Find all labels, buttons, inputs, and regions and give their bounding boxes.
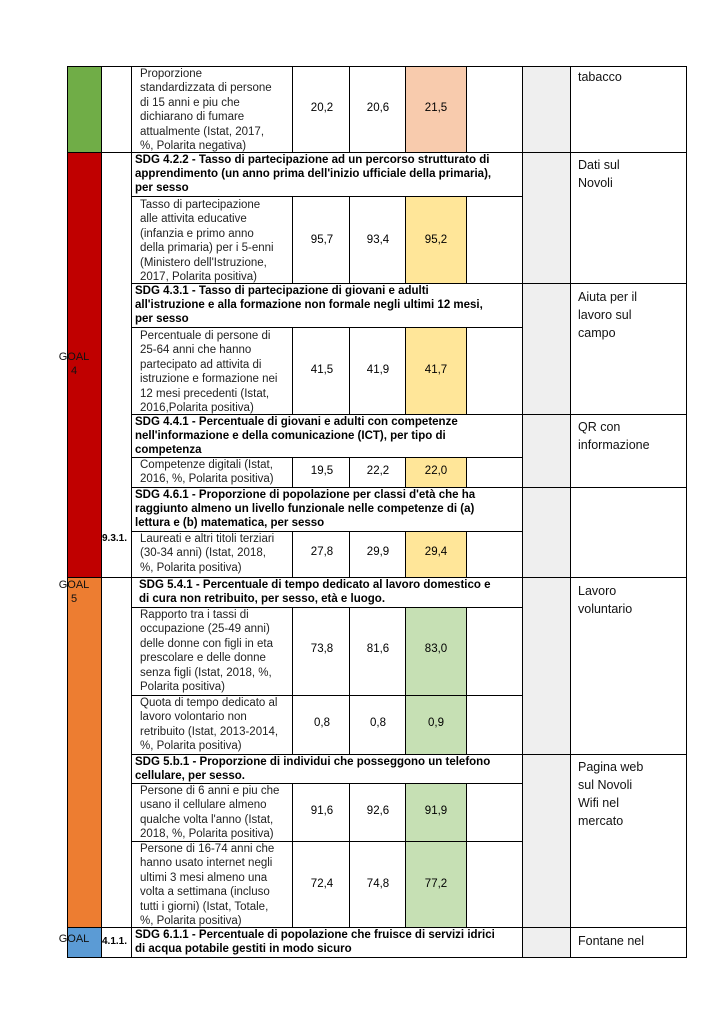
text-line: Tasso di partecipazione <box>140 199 261 211</box>
grid-line <box>466 66 467 152</box>
grid-line <box>131 66 132 958</box>
grid-line <box>292 531 293 577</box>
value-2017: 20,6 <box>366 102 390 114</box>
indicator-text <box>140 532 274 575</box>
grid-line <box>405 196 406 283</box>
grid-line <box>466 607 467 754</box>
text-line: competenza <box>135 443 202 456</box>
indicator-text <box>140 842 274 928</box>
sdg-header <box>135 416 458 457</box>
text-line: Proporzione <box>140 68 203 80</box>
text-line: apprendimento (un anno prima dell'inizio ufficiale della primaria), <box>135 167 492 180</box>
grid-line <box>131 487 687 488</box>
text-line: all'istruzione e alla formazione non formale negli ultimi 12 mesi, <box>135 298 483 311</box>
text-line: lettura e (b) matematica, per sesso <box>135 516 325 529</box>
sdg-header <box>135 489 475 530</box>
text-line: Competenze digitali (Istat, <box>140 459 273 471</box>
text-line: SDG 4.4.1 - Percentuale di giovani e adulti con competenze <box>135 416 458 428</box>
grid-line <box>292 327 293 414</box>
text-line: 25-64 anni che hanno <box>140 344 252 357</box>
text-line: lavoro sul <box>578 308 632 322</box>
note-text <box>578 932 644 950</box>
grid-line <box>405 327 406 414</box>
text-line: Persone di 6 anni e piu che <box>140 785 280 797</box>
grid-line <box>466 457 467 487</box>
value-2016: 73,8 <box>310 643 334 655</box>
grid-line <box>67 957 687 958</box>
text-line: alle attivita educative <box>140 213 247 226</box>
value-2017: 93,4 <box>366 234 390 246</box>
text-line: hanno usato internet negli <box>140 857 273 870</box>
text-line: Polarita positiva) <box>140 681 226 694</box>
text-line: di cura non retribuito, per sesso, età e luogo. <box>139 592 386 605</box>
note-text <box>578 68 622 86</box>
value-2017: 0,8 <box>370 717 386 729</box>
value-novoli: 91,9 <box>424 805 448 817</box>
grid-line <box>67 66 68 958</box>
grid-line <box>466 783 467 927</box>
text-line: mercato <box>578 814 624 828</box>
value-novoli: 77,2 <box>424 878 448 890</box>
note-text <box>578 156 620 192</box>
grid-line <box>405 457 406 487</box>
text-line: delle donne con figli in eta <box>140 637 273 650</box>
sdg-header <box>135 154 491 195</box>
text-line: (infanzia e primo anno <box>140 227 254 240</box>
value-2016: 91,6 <box>310 805 334 817</box>
text-line: Percentuale di persone di <box>140 330 271 342</box>
text-line: della primaria) per i 5-enni <box>140 242 274 255</box>
text-line: Dati sul <box>578 158 620 172</box>
value-2016: 72,4 <box>310 878 334 890</box>
text-line: SDG 4.2.2 - Tasso di partecipazione ad un percorso strutturato di <box>135 154 490 166</box>
text-line: Aiuta per il <box>578 290 638 304</box>
grid-line <box>466 327 467 414</box>
text-line: istruzione e formazione nei <box>140 373 278 386</box>
text-line: 2017, Polarita positiva) <box>140 271 257 284</box>
grey-column <box>522 66 570 958</box>
note-text <box>578 758 643 830</box>
text-line: (Ministero dell'Istruzione, <box>140 256 267 269</box>
grid-line <box>292 457 293 487</box>
text-line: %, Polarita positiva) <box>140 740 242 753</box>
indicator-text <box>140 608 273 694</box>
indicator-table <box>58 66 687 958</box>
grid-line <box>292 66 293 152</box>
text-line: nell'informazione e della comunicazione (ICT), per tipo di <box>135 429 446 442</box>
value-novoli: 21,5 <box>424 102 448 114</box>
grid-line <box>405 66 406 152</box>
indicator-text <box>140 696 278 754</box>
grid-line <box>292 196 293 283</box>
text-line: di 15 anni e piu che <box>140 96 240 109</box>
value-novoli: 22,0 <box>424 465 448 477</box>
value-2016: 41,5 <box>310 364 334 376</box>
text-line: campo <box>578 326 616 340</box>
goal-5-label: GOAL 5 <box>58 579 90 605</box>
grid-line <box>67 577 687 578</box>
sdg-header <box>135 285 483 326</box>
text-line: di acqua potabile gestiti in modo sicuro <box>135 942 352 955</box>
text-line: usano il cellulare almeno <box>140 799 267 812</box>
grid-line <box>686 66 687 958</box>
value-2016: 27,8 <box>310 546 334 558</box>
text-line: 2016, %, Polarita positiva) <box>140 473 274 486</box>
text-line: informazione <box>578 438 650 452</box>
target-code: 4.1.1. <box>102 936 128 947</box>
value-novoli: 41,7 <box>424 364 448 376</box>
text-line: lavoro volontario non <box>140 711 247 724</box>
grid-line <box>131 196 522 197</box>
sdg-header <box>135 756 490 784</box>
grid-line <box>349 607 350 754</box>
grid-line <box>131 754 687 755</box>
grid-line <box>405 607 406 754</box>
grid-line <box>349 66 350 152</box>
text-line: retribuito (Istat, 2013-2014, <box>140 725 279 738</box>
text-line: QR con <box>578 420 621 434</box>
text-line: SDG 5.b.1 - Proporzione di individui che posseggono un telefono <box>135 756 491 768</box>
grid-line <box>349 783 350 927</box>
goal-3-color-cell <box>67 66 101 152</box>
indicator-text <box>140 67 272 153</box>
grid-line <box>349 531 350 577</box>
indicator-text <box>140 329 277 415</box>
text-line: standardizzata di persone <box>140 82 272 95</box>
text-line: SDG 4.6.1 - Proporzione di popolazione per classi d'età che ha <box>135 489 476 501</box>
text-line: senza figli (Istat, 2018, %, <box>140 666 272 679</box>
text-line: 12 mesi precedenti (Istat, <box>140 387 270 400</box>
text-line: %, Polarita positiva) <box>140 561 242 574</box>
text-line: tutti i giorni) (Istat, Totale, <box>140 900 269 913</box>
value-novoli: 29,4 <box>424 546 448 558</box>
text-line: 2018, %, Polarita positiva) <box>140 828 274 841</box>
text-line: cellulare, per sesso. <box>135 769 245 782</box>
text-line: qualche volta l'anno (Istat, <box>140 813 274 826</box>
value-2017: 81,6 <box>366 643 390 655</box>
text-line: Novoli <box>578 176 613 190</box>
value-2017: 22,2 <box>366 465 390 477</box>
text-line: Rapporto tra i tassi di <box>140 609 249 621</box>
goal-4-label: GOAL 4 <box>58 351 90 377</box>
grid-line <box>349 196 350 283</box>
text-line: tabacco <box>578 70 622 84</box>
text-line: partecipato ad attivita di <box>140 358 262 371</box>
value-novoli: 0,9 <box>428 717 444 729</box>
value-2016: 20,2 <box>310 102 334 114</box>
grid-line <box>349 457 350 487</box>
indicator-text <box>140 458 274 487</box>
note-text <box>578 288 637 342</box>
text-line: attualmente (Istat, 2017, <box>140 125 265 138</box>
value-2017: 29,9 <box>366 546 390 558</box>
indicator-text <box>140 784 279 842</box>
grid-line <box>405 531 406 577</box>
text-line: prescolare e delle donne <box>140 652 266 665</box>
value-2016: 95,7 <box>310 234 334 246</box>
sdg-header <box>139 579 491 607</box>
text-line: SDG 6.1.1 - Percentuale di popolazione che fruisce di servizi idrici <box>135 929 495 941</box>
text-line: SDG 5.4.1 - Percentuale di tempo dedicato al lavoro domestico e <box>139 579 491 591</box>
text-line: Wifi nel <box>578 796 619 810</box>
value-2017: 41,9 <box>366 364 390 376</box>
grid-line <box>570 66 571 958</box>
text-line: occupazione (25-49 anni) <box>140 623 270 636</box>
text-line: Laureati e altri titoli terziari <box>140 533 275 545</box>
text-line: Lavoro <box>578 584 617 598</box>
text-line: dichiarano di fumare <box>140 111 245 124</box>
text-line: volta a settimana (incluso <box>140 886 270 899</box>
grid-line <box>292 783 293 927</box>
text-line: %, Polarita negativa) <box>140 140 247 153</box>
text-line: ultimi 3 mesi almeno una <box>140 871 268 884</box>
text-line: per sesso <box>135 181 189 194</box>
text-line: %, Polarita positiva) <box>140 915 242 928</box>
grid-line <box>466 196 467 283</box>
note-text <box>578 582 632 618</box>
text-line: Quota di tempo dedicato al <box>140 697 278 709</box>
grid-line <box>349 327 350 414</box>
target-code: 9.3.1. <box>102 533 128 544</box>
text-line: (30-34 anni) (Istat, 2018, <box>140 547 266 560</box>
grid-line <box>292 607 293 754</box>
grid-line <box>466 531 467 577</box>
grid-line <box>101 66 102 958</box>
goal-5-color-cell <box>67 577 101 927</box>
text-line: raggiunto almeno un livello funzionale nelle competenze di (a) <box>135 502 475 515</box>
value-2017: 74,8 <box>366 878 390 890</box>
value-2016: 19,5 <box>310 465 334 477</box>
text-line: voluntario <box>578 602 633 616</box>
sdg-header <box>135 929 495 957</box>
note-text <box>578 418 650 454</box>
grid-line <box>522 66 523 958</box>
goal-6-label: GOAL <box>58 933 90 945</box>
text-line: per sesso <box>135 312 189 325</box>
text-line: Persone di 16-74 anni che <box>140 843 275 855</box>
grid-line <box>131 327 522 328</box>
value-2017: 92,6 <box>366 805 390 817</box>
indicator-text <box>140 198 274 284</box>
value-novoli: 83,0 <box>424 643 448 655</box>
text-line: SDG 4.3.1 - Tasso di partecipazione di giovani e adulti <box>135 285 429 297</box>
text-line: 2016,Polarita positiva) <box>140 402 254 415</box>
value-2016: 0,8 <box>314 717 330 729</box>
text-line: Fontane nel <box>578 934 645 948</box>
text-line: Pagina web <box>578 760 644 774</box>
grid-line <box>405 783 406 927</box>
value-novoli: 95,2 <box>424 234 448 246</box>
text-line: sul Novoli <box>578 778 633 792</box>
